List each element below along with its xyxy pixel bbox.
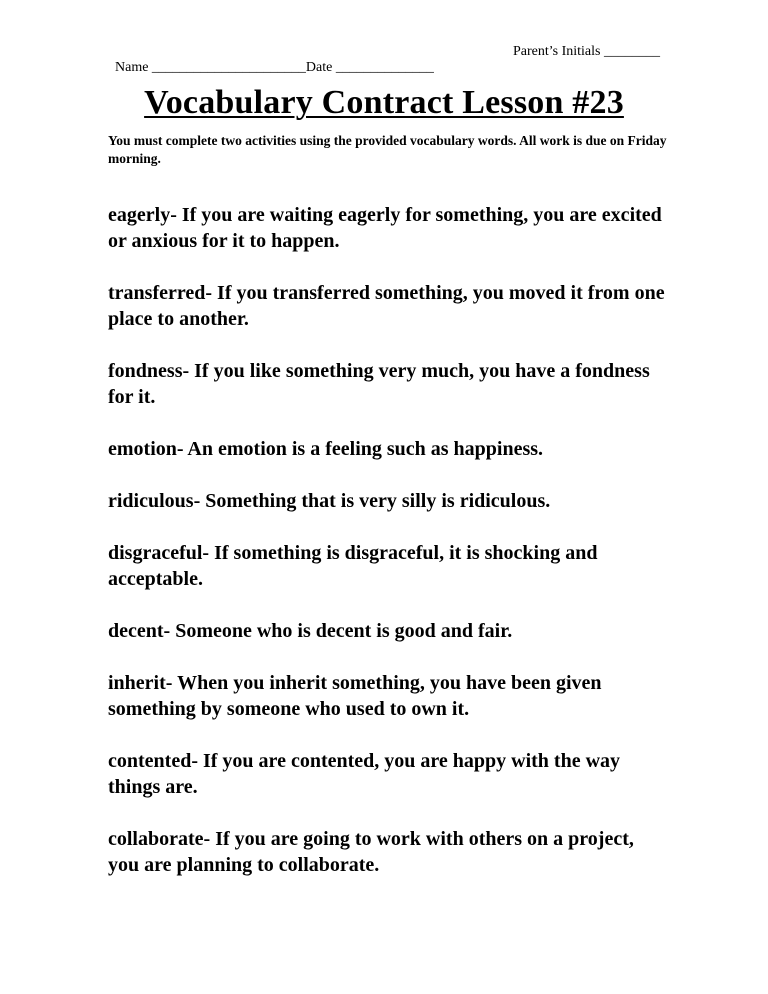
vocabulary-list bbox=[108, 202, 668, 904]
vocab-entry-inherit: inherit- When you inherit something, you have been given something by someone who used to own it. bbox=[108, 672, 602, 720]
vocab-entry-contented: contented- If you are contented, you are happy with the way things are. bbox=[108, 750, 621, 798]
parent-initials-field: Parent’s Initials ________ bbox=[513, 44, 660, 59]
vocab-entry-ridiculous: ridiculous- Something that is very silly is ridiculous. bbox=[108, 490, 551, 512]
name-date-fields: Name ______________________Date ______________ bbox=[115, 60, 434, 75]
vocab-entry-eagerly: eagerly- If you are waiting eagerly for something, you are excited or anxious for it to happen. bbox=[108, 204, 662, 252]
instructions-text: You must complete two activities using the provided vocabulary words. All work is due on Friday morning. bbox=[108, 133, 667, 166]
vocab-entry-transferred: transferred- If you transferred something, you moved it from one place to another. bbox=[108, 282, 665, 330]
vocab-entry-disgraceful: disgraceful- If something is disgraceful, it is shocking and acceptable. bbox=[108, 542, 598, 590]
vocab-entry-decent: decent- Someone who is decent is good and fair. bbox=[108, 620, 513, 642]
vocab-entry-emotion: emotion- An emotion is a feeling such as happiness. bbox=[108, 438, 544, 460]
vocab-entry-collaborate: collaborate- If you are going to work with others on a project, you are planning to collaborate. bbox=[108, 828, 634, 876]
vocab-entry-fondness: fondness- If you like something very much, you have a fondness for it. bbox=[108, 360, 650, 408]
page-title: Vocabulary Contract Lesson #23 bbox=[144, 84, 624, 121]
